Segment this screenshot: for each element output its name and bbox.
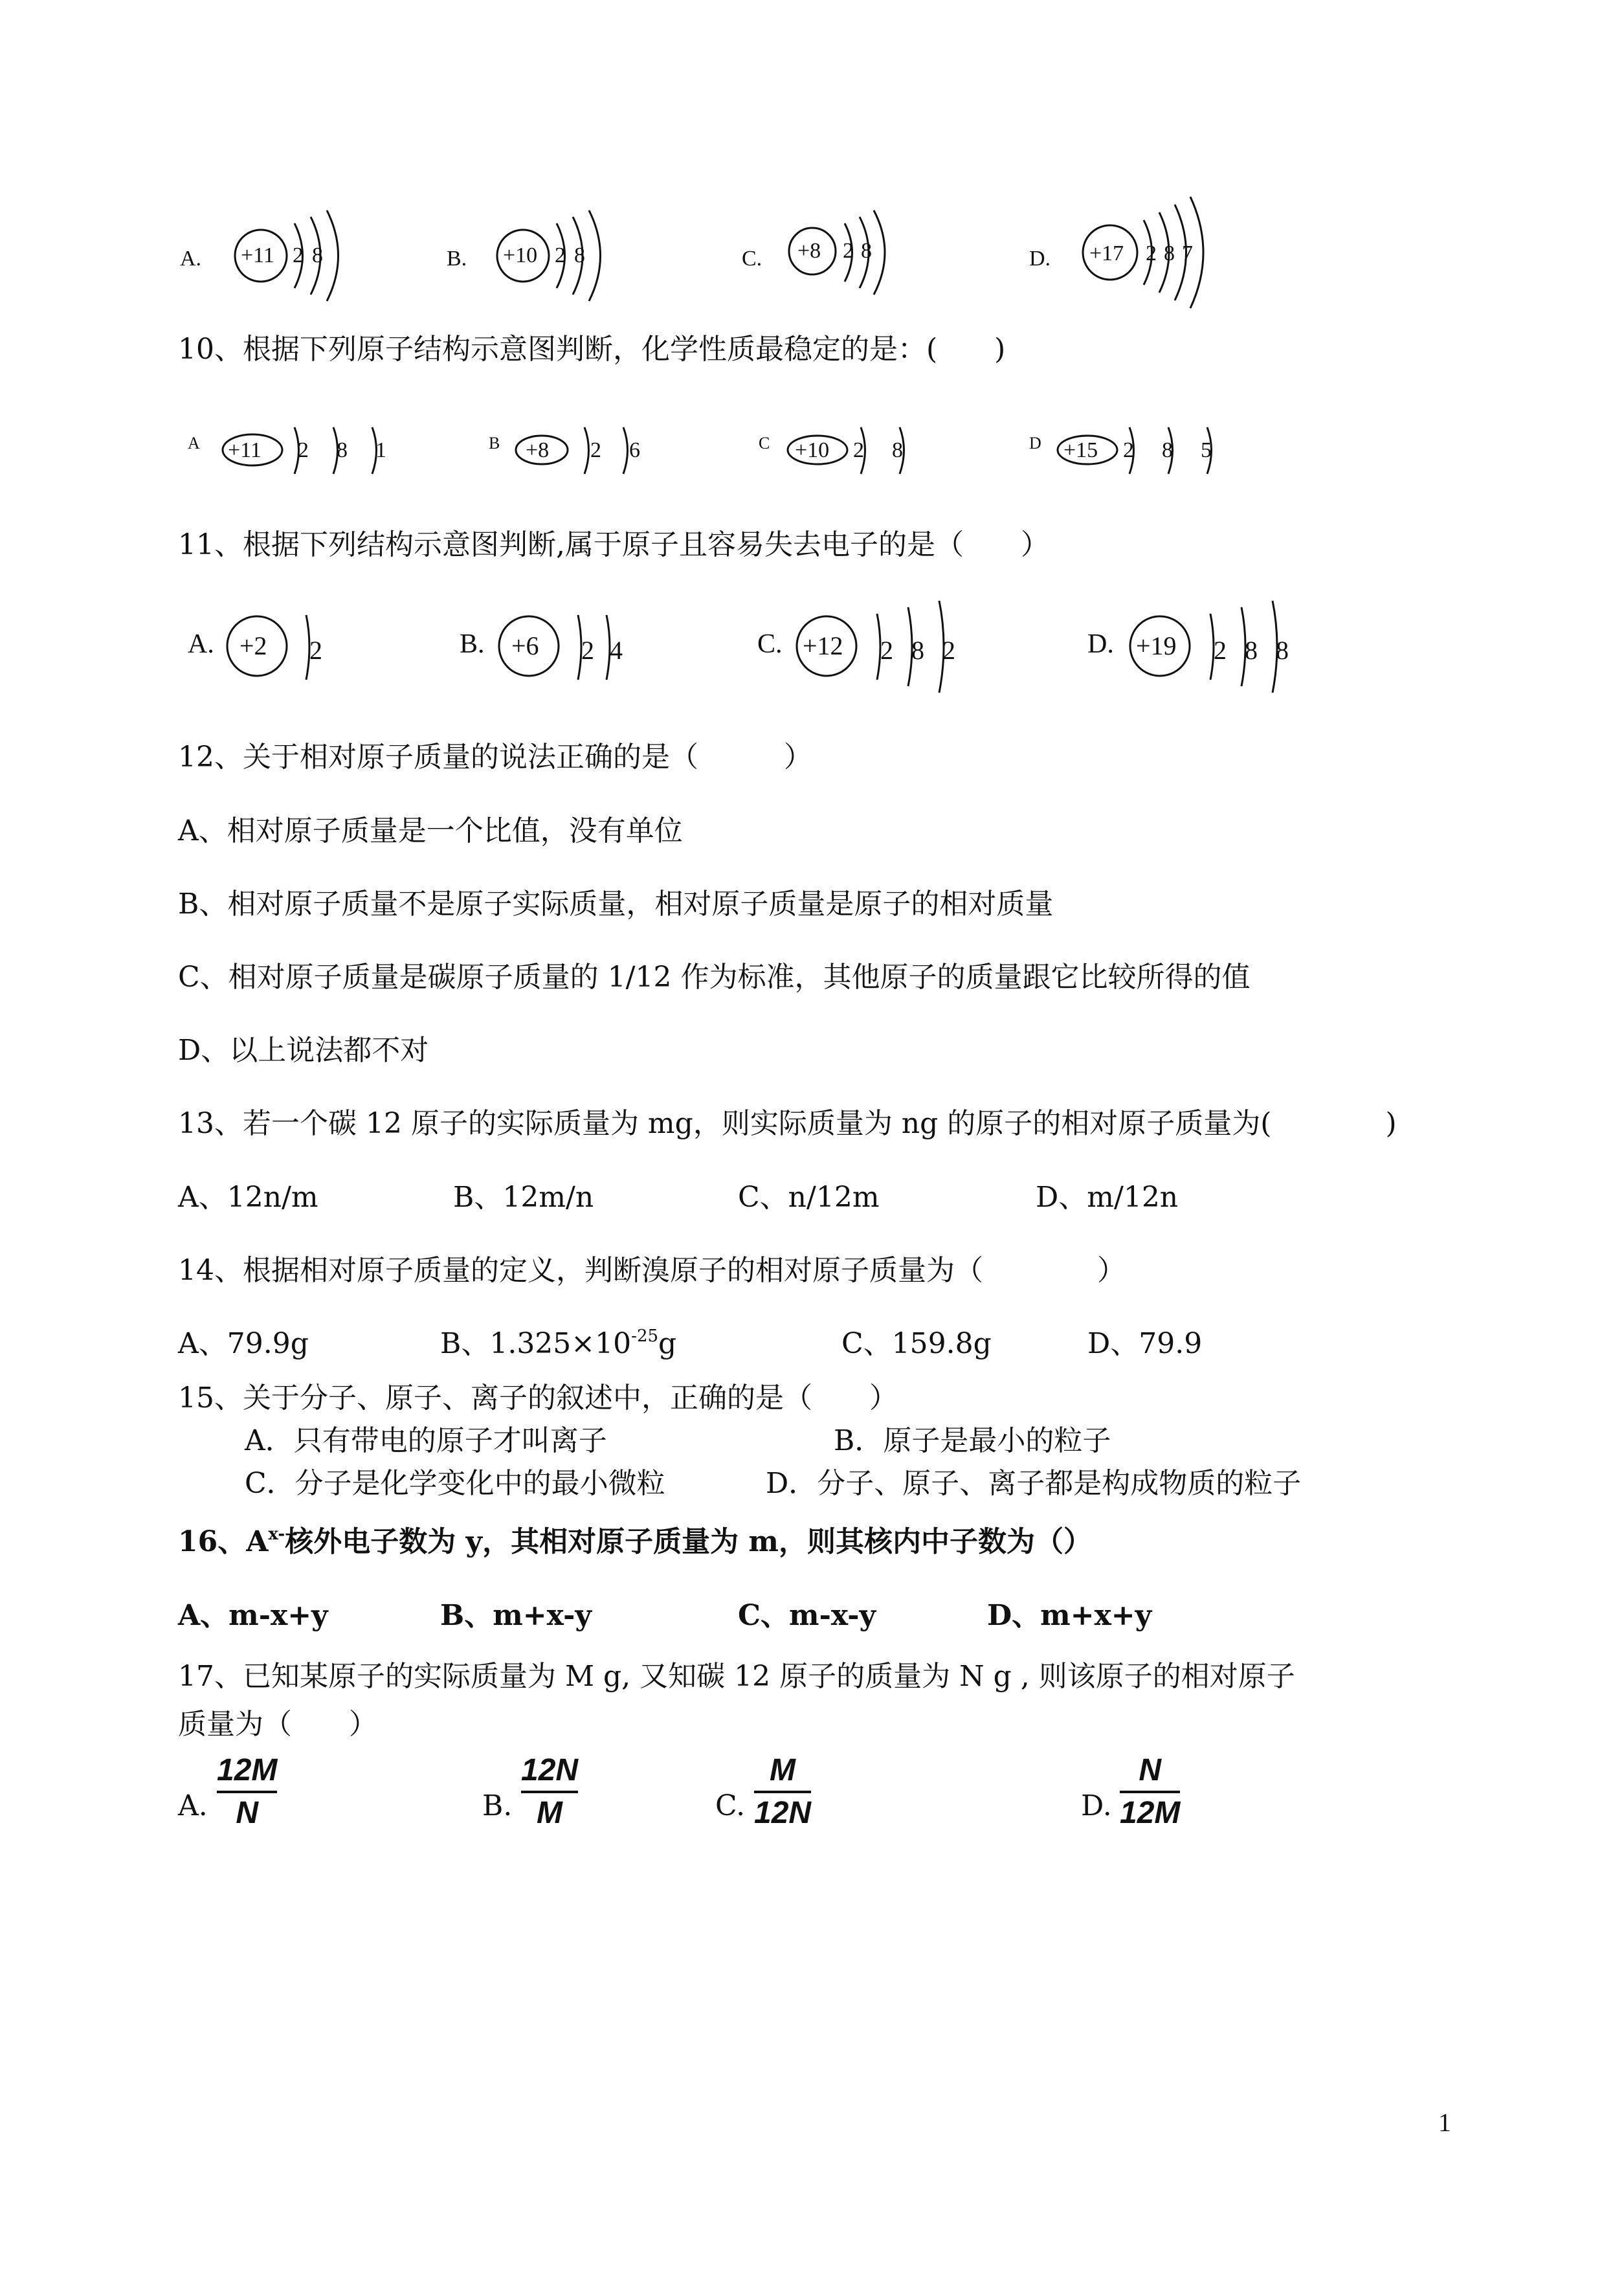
q11-diagram-d-shell-2: 8	[1245, 636, 1258, 665]
q14-text: 14、根据相对原子质量的定义，判断溴原子的相对原子质量为（ ）	[178, 1254, 1126, 1287]
q17-option-b-label: B.	[482, 1789, 513, 1822]
q14-option-b-unit: g	[658, 1327, 677, 1360]
q9-diagram-b-shell-1: 2	[555, 243, 566, 267]
q10-diagram-b-nucleus: +8	[526, 438, 550, 462]
q10-diagram-d-shell-3: 5	[1201, 438, 1212, 462]
q17-option-d-fraction	[1120, 1753, 1180, 1831]
q10-diagram-b-shell-1: 2	[590, 438, 601, 462]
q10-diagram-d-label: D	[1029, 434, 1041, 453]
q9-diagram-c-label: C.	[742, 247, 762, 271]
q9-diagram-c-nucleus: +8	[797, 239, 821, 263]
q17-option-c-denominator: 12N	[754, 1796, 812, 1830]
q17-option-a-denominator: N	[236, 1796, 259, 1830]
q16-option-a: A、m-x+y	[178, 1599, 328, 1632]
q12-option-b: B、相对原子质量不是原子实际质量，相对原子质量是原子的相对质量	[178, 888, 1054, 921]
q13-option-a: A、12n/m	[178, 1181, 318, 1214]
q9-diagram-d-label: D.	[1029, 247, 1051, 271]
q11-diagram-d-nucleus: +19	[1136, 631, 1177, 660]
q9-diagram-b-shell-2: 8	[574, 243, 585, 267]
q13-option-c: C、n/12m	[738, 1181, 880, 1214]
q17-text-line1: 17、已知某原子的实际质量为 M g, 又知碳 12 原子的质量为 N g , 则该原子的相对原子	[178, 1660, 1295, 1693]
q16-option-b: B、m+x-y	[440, 1599, 592, 1632]
q10-diagram-a-shell-1: 2	[298, 438, 309, 462]
fraction-bar	[754, 1791, 811, 1793]
q9-diagram-a-shell-2: 8	[312, 243, 323, 267]
q17-option-b-numerator: 12N	[521, 1753, 579, 1787]
q9-diagram-b-label: B.	[447, 247, 467, 271]
q10-diagram-b-shell-2: 6	[629, 438, 640, 462]
q10-diagram-a-shell-2: 8	[337, 438, 348, 462]
q11-diagram-d-shell-1: 2	[1214, 636, 1227, 665]
q17-text-line2: 质量为（ ）	[178, 1708, 377, 1741]
q14-option-b	[440, 1325, 676, 1363]
q11-diagram-d-label: D.	[1087, 629, 1114, 659]
q12-option-d: D、以上说法都不对	[178, 1034, 429, 1067]
q16-rest: 核外电子数为 y，其相对原子质量为 m，则其核内中子数为（）	[285, 1525, 1092, 1558]
q14-option-b-exponent: -25	[631, 1326, 659, 1346]
q12-option-a: A、相对原子质量是一个比值，没有单位	[178, 814, 683, 847]
q13-option-b: B、12m/n	[453, 1181, 594, 1214]
q15-text: 15、关于分子、原子、离子的叙述中，正确的是（ ）	[178, 1381, 898, 1415]
q16-superscript: x-	[268, 1525, 285, 1544]
q17-option-b-fraction	[521, 1753, 578, 1831]
q11-diagram-b-shell-2: 4	[610, 636, 623, 665]
q9-diagram-a-nucleus: +11	[241, 243, 274, 267]
q9-diagram-c-shell-2: 8	[861, 239, 872, 263]
q17-option-a-label: A.	[178, 1789, 208, 1822]
q9-diagram-a-shell-1: 2	[293, 243, 304, 267]
q14-option-a: A、79.9g	[178, 1327, 309, 1360]
q11-diagram-a-label: A.	[188, 629, 214, 659]
q14-option-c: C、159.8g	[841, 1327, 992, 1360]
q12-option-c: C、相对原子质量是碳原子质量的 1/12 作为标准，其他原子的质量跟它比较所得的值	[178, 961, 1251, 994]
q11-diagram-d-shell-3: 8	[1276, 636, 1289, 665]
q11-text: 11、根据下列结构示意图判断,属于原子且容易失去电子的是（ ）	[178, 528, 1049, 561]
q15-option-d: D．分子、原子、离子都是构成物质的粒子	[766, 1467, 1302, 1500]
q15-option-c: C．分子是化学变化中的最小微粒	[245, 1467, 665, 1500]
q10-diagram-c-shell-2: 8	[892, 438, 903, 462]
q9-diagram-d-shell-2: 8	[1164, 241, 1175, 265]
q10-diagram-d-shell-2: 8	[1162, 438, 1173, 462]
q11-diagram-b-nucleus: +6	[511, 631, 539, 660]
q14-option-d: D、79.9	[1087, 1327, 1203, 1360]
q15-option-b: B．原子是最小的粒子	[834, 1424, 1111, 1457]
q11-diagram-c-nucleus: +12	[803, 631, 843, 660]
q10-diagram-c-nucleus: +10	[795, 438, 830, 462]
q15-option-a: A．只有带电的原子才叫离子	[245, 1424, 607, 1457]
q11-diagram-a-shell-1: 2	[309, 636, 322, 665]
fraction-bar	[1120, 1791, 1180, 1793]
page-number: 1	[1438, 2108, 1451, 2137]
q10-diagram-a-label: A	[188, 434, 200, 453]
q11-diagram-b-label: B.	[460, 629, 485, 659]
q17-option-a-numerator: 12M	[217, 1753, 278, 1787]
q16-text	[178, 1523, 1092, 1561]
q9-diagram-b-nucleus: +10	[503, 243, 538, 267]
q11-diagram-b-shell-1: 2	[581, 636, 594, 665]
q10-diagram-d-shell-1: 2	[1123, 438, 1134, 462]
fraction-bar	[217, 1791, 277, 1793]
q11-diagram-c-shell-2: 8	[911, 636, 924, 665]
q17-option-b-denominator: M	[537, 1796, 563, 1830]
q10-diagram-a-shell-3: 1	[375, 438, 386, 462]
q13-text: 13、若一个碳 12 原子的实际质量为 mg，则实际质量为 ng 的原子的相对原子质量为( )	[178, 1107, 1397, 1140]
q17-option-d-denominator: 12M	[1120, 1796, 1181, 1830]
q10-text: 10、根据下列原子结构示意图判断，化学性质最稳定的是：( )	[178, 333, 1006, 366]
q10-diagram-b-label: B	[489, 434, 500, 453]
q9-diagram-a-label: A.	[180, 247, 202, 271]
q16-option-c: C、m-x-y	[738, 1599, 876, 1632]
q17-option-a-fraction	[217, 1753, 277, 1831]
q11-diagram-c-shell-1: 2	[880, 636, 893, 665]
q9-diagram-d-shell-3: 7	[1182, 241, 1193, 265]
q11-diagram-c-label: C.	[757, 629, 783, 659]
q17-option-d-label: D.	[1081, 1789, 1112, 1822]
q11-diagram-a-nucleus: +2	[239, 631, 267, 660]
q10-diagram-a-nucleus: +11	[228, 438, 261, 462]
q10-diagram-d-nucleus: +15	[1063, 438, 1098, 462]
q13-option-d: D、m/12n	[1036, 1181, 1179, 1214]
q11-diagram-c-shell-3: 2	[942, 636, 955, 665]
q9-diagram-d-nucleus: +17	[1089, 241, 1124, 265]
q16-prefix: 16、A	[178, 1525, 269, 1558]
q10-diagram-c-label: C	[759, 434, 770, 453]
q12-text: 12、关于相对原子质量的说法正确的是（ ）	[178, 741, 812, 774]
q17-option-c-fraction	[754, 1753, 811, 1831]
q17-option-d-numerator: N	[1139, 1753, 1162, 1787]
q16-option-d: D、m+x+y	[987, 1599, 1152, 1632]
fraction-bar	[521, 1791, 578, 1793]
q14-option-b-base: B、1.325×10	[440, 1327, 632, 1360]
q17-option-c-numerator: M	[770, 1753, 796, 1787]
q9-diagram-d-shell-1: 2	[1146, 241, 1157, 265]
q9-diagram-c-shell-1: 2	[843, 239, 854, 263]
q10-diagram-c-shell-1: 2	[853, 438, 864, 462]
q17-option-c-label: C.	[715, 1789, 746, 1822]
